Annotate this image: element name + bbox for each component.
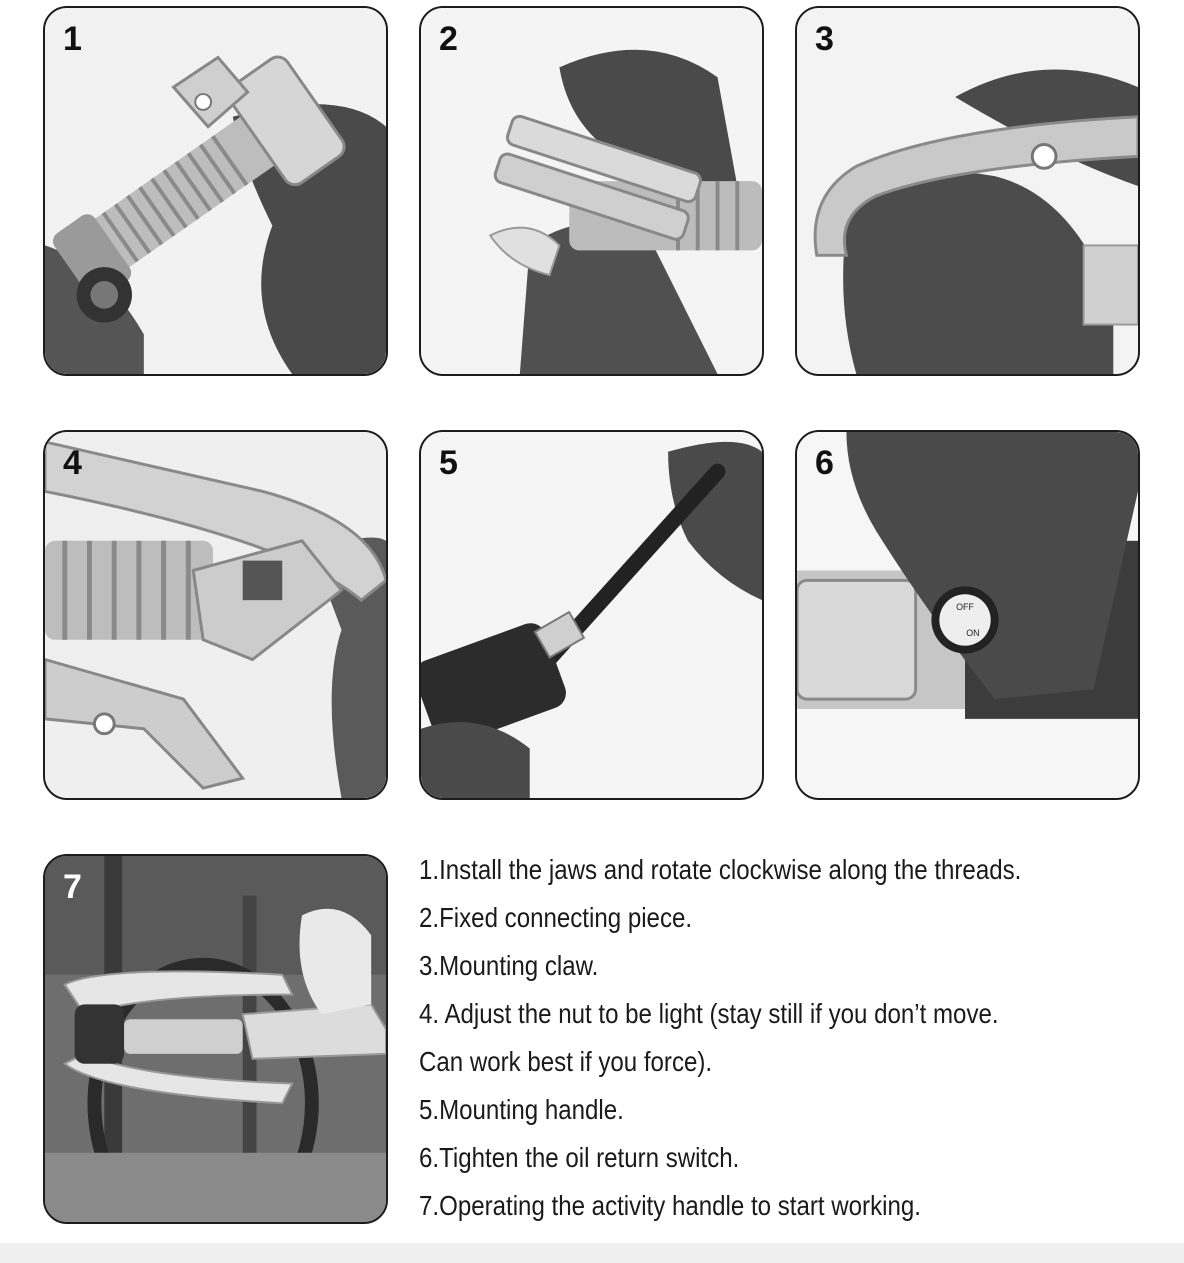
puller-working-photo: [45, 856, 386, 1222]
step-6-panel: [795, 430, 1140, 800]
step-5-panel: [419, 430, 764, 800]
instruction-line-3: 3.Mounting claw.: [419, 950, 599, 981]
switch-on-label: ON: [966, 627, 980, 638]
instruction-line-2: 2.Fixed connecting piece.: [419, 902, 693, 933]
step-1-panel: [43, 6, 388, 376]
jaw-connecting-photo: [421, 8, 762, 374]
handle-mounting-photo: [421, 432, 762, 798]
oil-switch-photo: [797, 432, 1138, 798]
footer-bar: [0, 1243, 1184, 1263]
step-number: 7: [63, 868, 82, 906]
puller-thread-photo: [45, 8, 386, 374]
step-number: 3: [815, 20, 834, 58]
instruction-line-5: 5.Mounting handle.: [419, 1094, 624, 1125]
step-3-panel: [795, 6, 1140, 376]
instruction-line-1: 1.Install the jaws and rotate clockwise along the threads.: [419, 854, 1022, 885]
step-number: 1: [63, 20, 82, 58]
instruction-line-4-cont: Can work best if you force).: [419, 1046, 713, 1077]
step-number: 2: [439, 20, 458, 58]
step-4-panel: [43, 430, 388, 800]
step-2-panel: [419, 6, 764, 376]
instruction-line-4: 4. Adjust the nut to be light (stay still if you don’t move.: [419, 998, 999, 1029]
claw-mounting-photo: [797, 8, 1138, 374]
instruction-line-6: 6.Tighten the oil return switch.: [419, 1142, 740, 1173]
step-number: 4: [63, 444, 82, 482]
instruction-list: [419, 846, 1179, 1230]
step-number: 6: [815, 444, 834, 482]
instruction-line-7: 7.Operating the activity handle to start working.: [419, 1190, 921, 1221]
switch-off-label: OFF: [956, 602, 974, 613]
nut-adjust-photo: [45, 432, 386, 798]
step-7-panel: [43, 854, 388, 1224]
step-number: 5: [439, 444, 458, 482]
